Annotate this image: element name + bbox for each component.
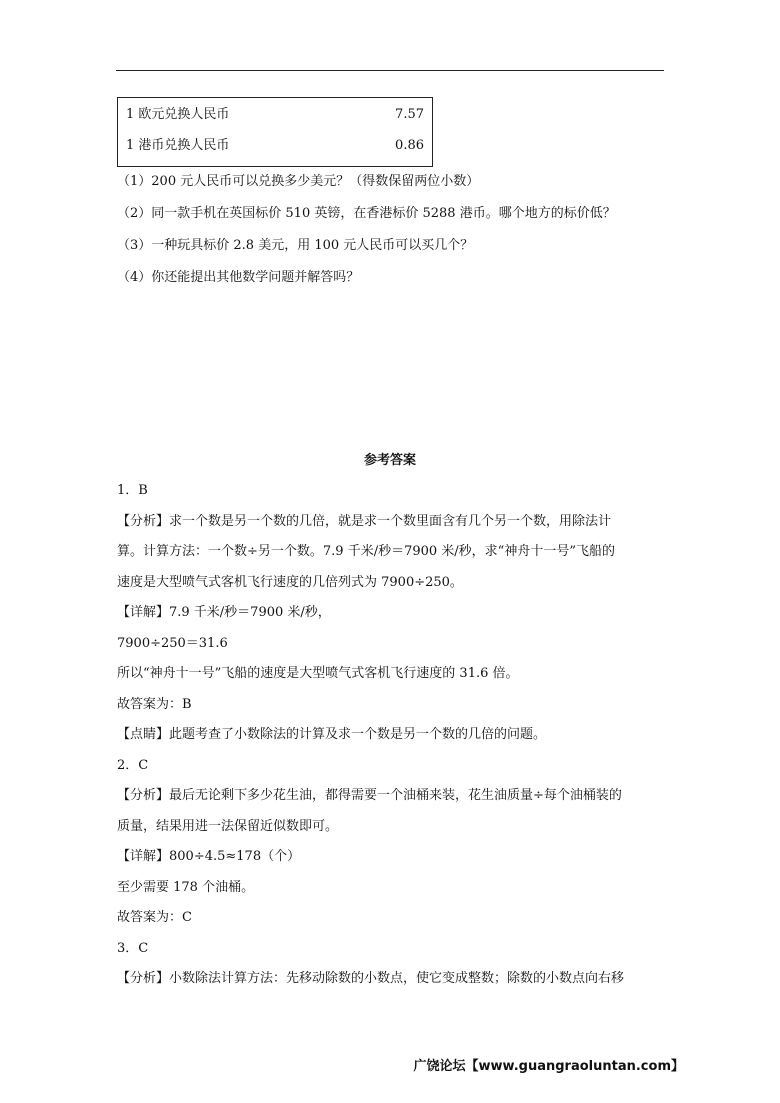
rate-row-euro xyxy=(126,104,424,126)
header-rule xyxy=(116,70,664,71)
answer-line: 【分析】求一个数是另一个数的几倍，就是求一个数里面含有几个另一个数，用除法计 xyxy=(117,514,612,529)
answer-line: 【详解】7.9 千米/秒＝7900 米/秒， xyxy=(117,605,331,620)
answer-line: 故答案为：B xyxy=(117,697,192,712)
question-2: （2）同一款手机在英国标价 510 英镑，在香港标价 5288 港币。哪个地方的标价低？ xyxy=(117,206,616,221)
answer-line: 1．B xyxy=(117,483,148,498)
rate-value: 7.57 xyxy=(395,107,424,122)
answer-line: 算。计算方法：一个数÷另一个数。7.9 千米/秒＝7900 米/秒，求“神舟十一号”飞船的 xyxy=(117,544,615,559)
answer-line: 至少需要 178 个油桶。 xyxy=(117,880,255,895)
answer-line: 【详解】800÷4.5≈178（个） xyxy=(117,849,301,864)
answer-line: 2．C xyxy=(117,758,149,773)
answer-line: 所以“神舟十一号”飞船的速度是大型喷气式客机飞行速度的 31.6 倍。 xyxy=(117,666,519,681)
rate-label: 1 欧元兑换人民币 xyxy=(126,107,230,122)
exchange-rate-table xyxy=(117,97,433,167)
rate-value: 0.86 xyxy=(395,138,424,153)
footer-watermark-text: 广饶论坛【www.guangraoluntan.com】 xyxy=(413,1059,684,1074)
answer-line: 故答案为：C xyxy=(117,910,192,925)
rate-row-hkd xyxy=(126,135,424,157)
answer-line: 质量，结果用进一法保留近似数即可。 xyxy=(117,819,339,834)
answer-line: 3．C xyxy=(117,941,149,956)
question-4: （4）你还能提出其他数学问题并解答吗？ xyxy=(117,270,360,285)
answer-heading: 参考答案 xyxy=(363,453,416,468)
answer-line: 【点睛】此题考查了小数除法的计算及求一个数是另一个数的几倍的问题。 xyxy=(117,727,547,742)
answer-line: 7900÷250＝31.6 xyxy=(117,636,228,651)
answer-line: 【分析】小数除法计算方法：先移动除数的小数点，使它变成整数；除数的小数点向右移 xyxy=(117,971,625,986)
question-3: （3）一种玩具标价 2.8 美元，用 100 元人民币可以买几个？ xyxy=(117,238,474,253)
answer-line: 速度是大型喷气式客机飞行速度的几倍列式为 7900÷250。 xyxy=(117,575,463,590)
answer-line: 【分析】最后无论剩下多少花生油，都得需要一个油桶来装，花生油质量÷每个油桶装的 xyxy=(117,788,622,803)
question-1: （1）200 元人民币可以兑换多少美元？（得数保留两位小数） xyxy=(117,174,480,189)
rate-label: 1 港币兑换人民币 xyxy=(126,138,230,153)
